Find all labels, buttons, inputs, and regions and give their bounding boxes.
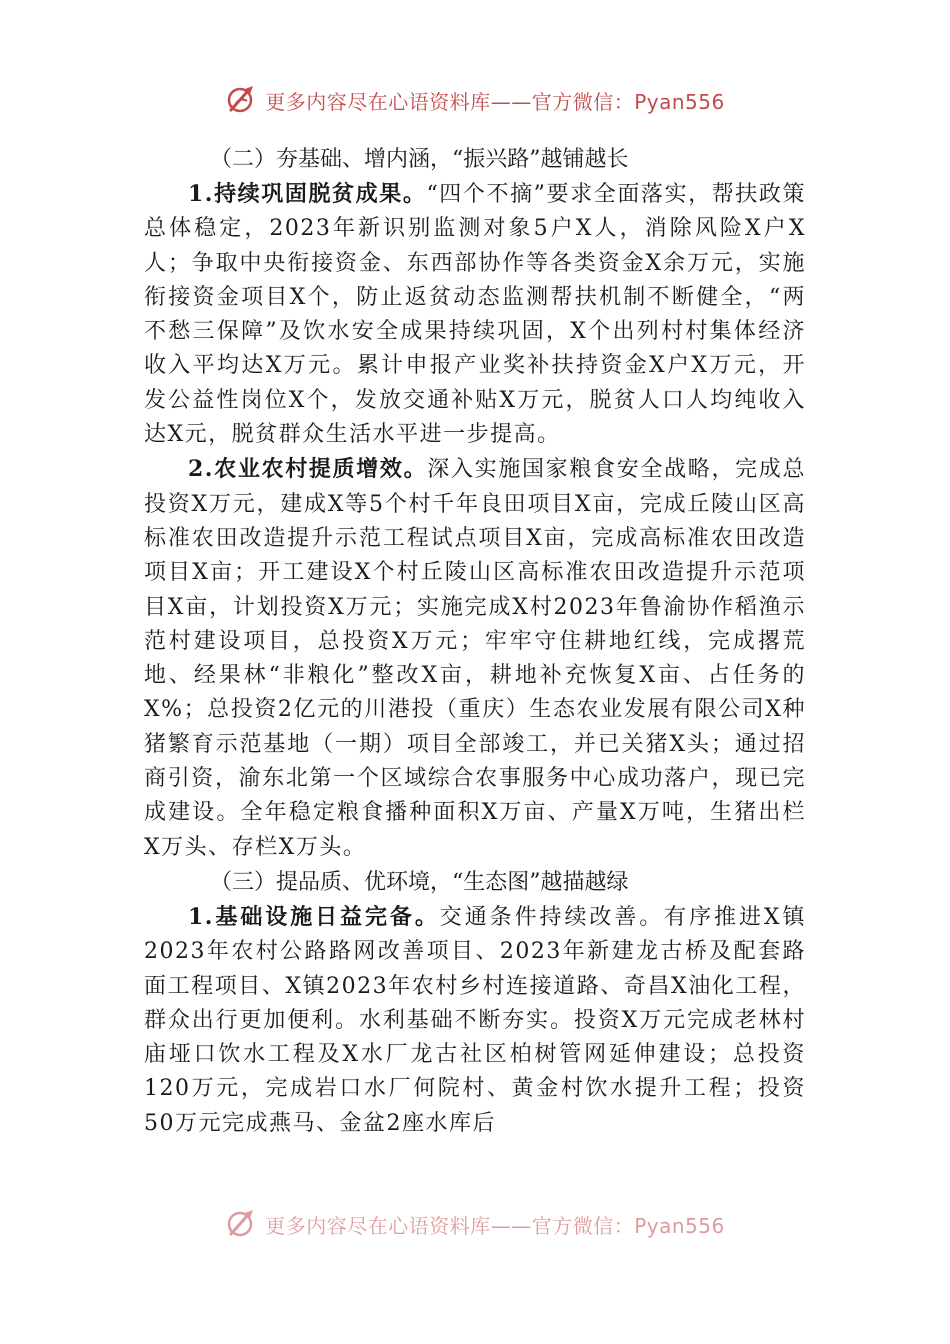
paragraph-body: 交通条件持续改善。有序推进X镇2023年农村公路路网改善项目、2023年新建龙古桥及配套路面工程项目、X镇2023年农村乡村连接道路、奇昌X油化工程，群众出行更加便利。水利基础不断夯实。投资X万元完成老林村庙垭口饮水工程及X水厂龙古社区柏树管网延伸建设；总投资120万元，完成岩口水厂何院村、黄金村饮水提升工程；投资50万元完成燕马、金盆2座水库后 xyxy=(144,904,807,1136)
paragraph-body: “四个不摘”要求全面落实，帮扶政策总体稳定，2023年新识别监测对象5户X人，消除风险X户X人；争取中央衔接资金、东西部协作等各类资金X余万元，实施衔接资金项目X个，防止返贫动态监测帮扶机制不断健全，“两不愁三保障”及饮水安全成果持续巩固，X个出列村村集体经济收入平均达X万元。累计申报产业奖补扶持资金X户X万元，开发公益性岗位X个，发放交通补贴X万元，脱贫人口人均纯收入达X元，脱贫群众生活水平进一步提高。 xyxy=(144,182,807,448)
paragraph-lead: 2.农业农村提质增效。 xyxy=(188,456,428,483)
paragraph-agriculture xyxy=(144,452,806,865)
pen-logo-icon xyxy=(225,1207,259,1241)
paragraph-lead: 1.持续巩固脱贫成果。 xyxy=(188,181,427,207)
watermark-text: 更多内容尽在心语资料库——官方微信：Pyan556 xyxy=(265,1213,725,1238)
pen-logo-icon xyxy=(225,83,259,117)
paragraph-body: 深入实施国家粮食安全战略，完成总投资X万元，建成X等5个村千年良田项目X亩，完成丘陵山区高标准农田改造提升示范工程试点项目X亩，完成高标准农田改造项目X亩；开工建设X个村丘陵山区高标准农田改造提升示范项目X亩，计划投资X万元；实施完成X村2023年鲁渝协作稻渔示范村建设项目，总投资X万元；牢牢守住耕地红线，完成撂荒地、经果林“非粮化”整改X亩，耕地补充恢复X亩、占任务的X%；总投资2亿元的川港投（重庆）生态农业发展有限公司X种猪繁育示范基地（一期）项目全部竣工，并已关猪X头；通过招商引资，渝东北第一个区域综合农事服务中心成功落户，现已完成建设。全年稳定粮食播种面积X万亩、产量X万吨，生猪出栏X万头、存栏X万头。 xyxy=(144,457,806,860)
paragraph-infrastructure xyxy=(144,900,806,1141)
watermark-text: 更多内容尽在心语资料库——官方微信：Pyan556 xyxy=(265,89,725,114)
section-heading-3: （三）提品质、优环境，“生态图”越描越绿 xyxy=(210,869,629,895)
section-heading-2: （二）夯基础、增内涵，“振兴路”越铺越长 xyxy=(210,147,629,172)
watermark-footer xyxy=(0,1204,950,1244)
document-body xyxy=(144,142,806,1141)
paragraph-poverty-results xyxy=(144,177,806,452)
watermark-header xyxy=(0,80,950,120)
paragraph-lead: 1.基础设施日益完备。 xyxy=(188,903,440,930)
